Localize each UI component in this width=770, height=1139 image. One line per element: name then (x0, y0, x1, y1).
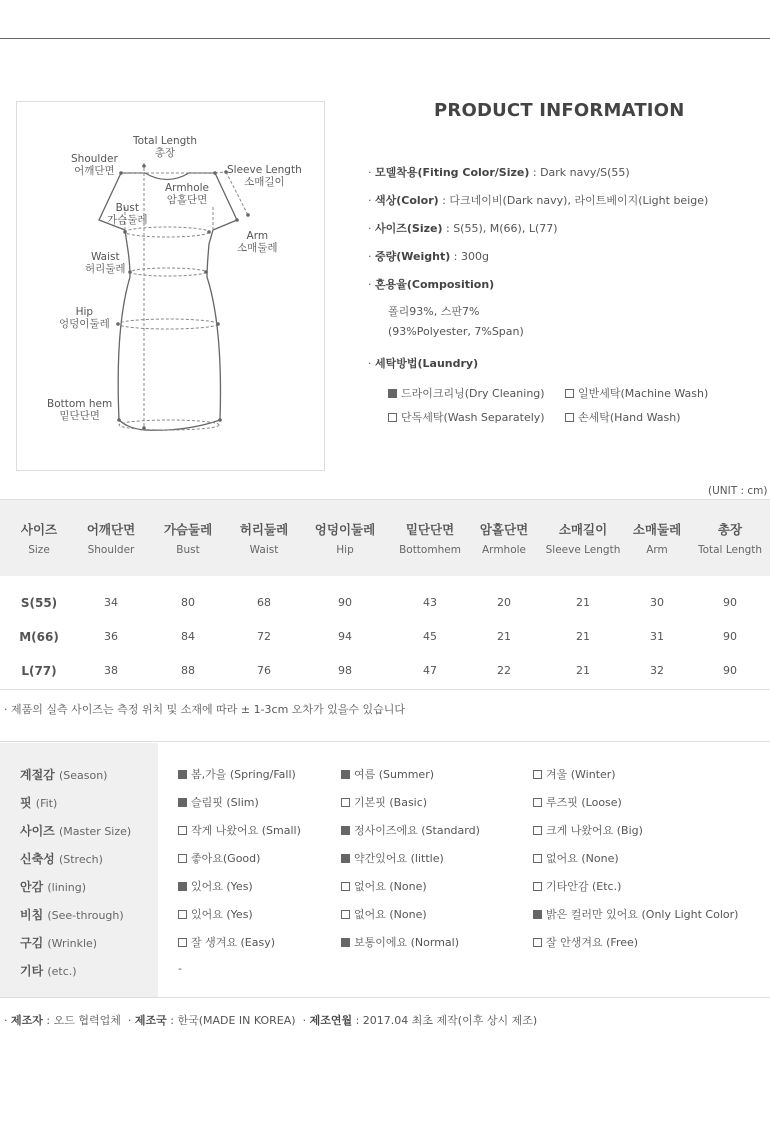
table-cell: 90 (723, 630, 737, 643)
attribute-option (341, 822, 480, 838)
attribute-option (533, 934, 638, 950)
laundry-row: · 세탁방법(Laundry) (368, 357, 479, 370)
attribute-option (533, 850, 619, 866)
attribute-option (178, 850, 260, 866)
attribute-option-label: - (178, 962, 182, 975)
attribute-row (0, 766, 770, 794)
laundry-machine: 일반세탁(Machine Wash) (565, 385, 708, 401)
checkbox-unchecked (533, 798, 542, 807)
table-cell: 84 (181, 630, 195, 643)
table-cell: 43 (423, 596, 437, 609)
col-total-length: 총장 Total Length (690, 500, 770, 576)
attribute-label-ko: 핏 (20, 796, 32, 810)
attribute-row (0, 878, 770, 906)
attribute-label (20, 822, 131, 839)
col-armhole: 암홀단면 Armhole (466, 500, 542, 576)
table-cell: 88 (181, 664, 195, 677)
checkbox-checked (178, 770, 187, 779)
label-bust: Bust 가슴둘레 (107, 202, 148, 226)
table-cell: 31 (650, 630, 664, 643)
attribute-option (533, 766, 616, 782)
attribute-label-en: (See-through) (47, 909, 124, 922)
table-cell: 76 (257, 664, 271, 677)
attribute-option-label: 정사이즈에요 (Standard) (354, 824, 480, 837)
table-cell: 45 (423, 630, 437, 643)
size-table (0, 499, 770, 688)
attribute-option (341, 794, 427, 810)
cell-size: S(55) (20, 595, 58, 610)
laundry-separate: 단독세탁(Wash Separately) (388, 409, 545, 425)
attribute-label (20, 794, 57, 811)
attribute-option-label: 없어요 (None) (546, 852, 619, 865)
attribute-option-label: 좋아요(Good) (191, 852, 261, 865)
manufacturer-info: · 제조자 : 오드 협력업체 · 제조국 : 한국(MADE IN KOREA) · 제조연월 : 2017.04 최초 제작(이후 상시 제조) (4, 1014, 538, 1027)
attribute-label-ko: 구김 (20, 936, 44, 950)
attribute-label-en: (Strech) (58, 853, 103, 866)
attribute-option-label: 보통이에요 (Normal) (354, 936, 460, 949)
attribute-option-label: 없어요 (None) (354, 908, 427, 921)
composition-line1: 폴리93%, 스판7% (388, 305, 480, 318)
label-sleeve-length: Sleeve Length 소매길이 (227, 164, 302, 188)
measurement-diagram (16, 101, 325, 471)
color-row: · 색상(Color) : 다크네이비(Dark navy), 라이트베이지(Light beige) (368, 194, 709, 207)
attribute-option (341, 878, 427, 894)
attribute-label-ko: 기타 (20, 964, 44, 978)
col-shoulder: 어깨단면 Shoulder (78, 500, 144, 576)
table-cell: 21 (497, 630, 511, 643)
attribute-row (0, 794, 770, 822)
table-cell: 22 (497, 664, 511, 677)
attribute-label-en: (Master Size) (58, 825, 132, 838)
attribute-option-label: 기타안감 (Etc.) (546, 880, 622, 893)
top-divider (0, 38, 770, 39)
unit-label: (UNIT : cm) (708, 485, 768, 497)
attribute-label-ko: 사이즈 (20, 824, 55, 838)
attribute-option-label: 있어요 (Yes) (191, 908, 253, 921)
size-table-header (0, 500, 770, 576)
attribute-option-label: 없어요 (None) (354, 880, 427, 893)
composition-row: · 혼용율(Composition) (368, 278, 495, 291)
label-waist: Waist 허리둘레 (85, 251, 126, 275)
attribute-option-label: 있어요 (Yes) (191, 880, 253, 893)
attribute-option-label: 약간있어요 (little) (354, 852, 444, 865)
product-info-title: PRODUCT INFORMATION (434, 100, 685, 121)
attribute-row (0, 962, 770, 990)
checkbox-unchecked (341, 882, 350, 891)
attribute-label-ko: 안감 (20, 880, 44, 894)
table-cell: 80 (181, 596, 195, 609)
attribute-option-label: 슬림핏 (Slim) (191, 796, 259, 809)
checkbox-checked (178, 798, 187, 807)
checkbox-unchecked (533, 826, 542, 835)
label-shoulder: Shoulder 어깨단면 (71, 153, 118, 177)
checkbox-unchecked (565, 413, 574, 422)
label-hip: Hip 엉덩이둘레 (59, 306, 110, 330)
checkbox-checked (341, 770, 350, 779)
attribute-option-label: 잘 생겨요 (Easy) (191, 936, 276, 949)
attribute-label (20, 962, 77, 979)
attribute-option (178, 794, 259, 810)
measurement-note: · 제품의 실측 사이즈는 측정 위치 및 소재에 따라 ± 1-3cm 오차가 있을수 있습니다 (4, 703, 406, 716)
attribute-option (533, 906, 738, 922)
attribute-label-en: (Wrinkle) (47, 937, 98, 950)
table-cell: 90 (338, 596, 352, 609)
attribute-option (178, 906, 253, 922)
table-cell: 98 (338, 664, 352, 677)
col-arm: 소매둘레 Arm (624, 500, 690, 576)
attribute-option (178, 822, 301, 838)
col-sleeve-length: 소매길이 Sleeve Length (542, 500, 624, 576)
table-row (0, 576, 770, 620)
checkbox-unchecked (341, 798, 350, 807)
table-cell: 68 (257, 596, 271, 609)
attribute-row (0, 822, 770, 850)
note-divider (0, 741, 770, 742)
col-size: 사이즈 Size (0, 500, 78, 576)
table-divider (0, 689, 770, 690)
attribute-option-label: 루즈핏 (Loose) (546, 796, 622, 809)
attribute-label (20, 850, 103, 867)
label-bottom-hem: Bottom hem 밑단단면 (47, 398, 113, 422)
attribute-divider (0, 997, 770, 998)
table-cell: 32 (650, 664, 664, 677)
attribute-label (20, 934, 97, 951)
table-cell: 21 (576, 596, 590, 609)
checkbox-unchecked (388, 413, 397, 422)
checkbox-unchecked (178, 910, 187, 919)
checkbox-unchecked (533, 882, 542, 891)
label-arm: Arm 소매둘레 (237, 230, 278, 254)
attribute-option (533, 878, 621, 894)
attribute-option-label: 밝은 컬러만 있어요 (Only Light Color) (546, 908, 739, 921)
checkbox-unchecked (533, 770, 542, 779)
checkbox-unchecked (178, 826, 187, 835)
attribute-label-en: (lining) (47, 881, 87, 894)
attribute-option-label: 겨울 (Winter) (546, 768, 616, 781)
attribute-option (533, 794, 622, 810)
table-cell: 47 (423, 664, 437, 677)
checkbox-unchecked (533, 854, 542, 863)
attribute-option-label: 여름 (Summer) (354, 768, 435, 781)
attribute-label-en: (Season) (58, 769, 108, 782)
checkbox-checked (341, 938, 350, 947)
attribute-option (341, 850, 444, 866)
attribute-label-en: (Fit) (35, 797, 58, 810)
checkbox-unchecked (565, 389, 574, 398)
laundry-dry: 드라이크리닝(Dry Cleaning) (388, 385, 545, 401)
table-cell: 20 (497, 596, 511, 609)
attribute-option-label: 잘 안생겨요 (Free) (546, 936, 639, 949)
table-cell: 90 (723, 596, 737, 609)
table-cell: 21 (576, 630, 590, 643)
cell-size: L(77) (21, 663, 57, 678)
attribute-option-label: 크게 나왔어요 (Big) (546, 824, 643, 837)
checkbox-unchecked (178, 938, 187, 947)
table-row (0, 654, 770, 688)
table-cell: 94 (338, 630, 352, 643)
composition-line2: (93%Polyester, 7%Span) (388, 325, 524, 338)
checkbox-checked (341, 826, 350, 835)
attribute-option (178, 962, 182, 975)
attribute-label-ko: 계절감 (20, 768, 55, 782)
attribute-option (341, 934, 459, 950)
attribute-option-label: 작게 나왔어요 (Small) (191, 824, 301, 837)
label-total-length: Total Length 총장 (133, 135, 198, 159)
cell-size: M(66) (19, 629, 59, 644)
attribute-option-label: 기본핏 (Basic) (354, 796, 428, 809)
col-bust: 가슴둘레 Bust (144, 500, 232, 576)
attribute-label-en: (etc.) (47, 965, 77, 978)
checkbox-checked (533, 910, 542, 919)
laundry-hand: 손세탁(Hand Wash) (565, 409, 681, 425)
attribute-option (533, 822, 643, 838)
size-row: · 사이즈(Size) : S(55), M(66), L(77) (368, 222, 558, 235)
attribute-option (178, 934, 275, 950)
attribute-option-label: 봄,가을 (Spring/Fall) (191, 768, 296, 781)
checkbox-checked (388, 389, 397, 398)
col-bottomhem: 밑단단면 Bottomhem (394, 500, 466, 576)
table-cell: 36 (104, 630, 118, 643)
table-row (0, 620, 770, 654)
attribute-row (0, 906, 770, 934)
checkbox-unchecked (533, 938, 542, 947)
attribute-option (341, 906, 427, 922)
fitting-row: · 모델착용(Fiting Color/Size) : Dark navy/S(55) (368, 166, 630, 179)
table-cell: 38 (104, 664, 118, 677)
table-cell: 21 (576, 664, 590, 677)
checkbox-unchecked (178, 854, 187, 863)
col-hip: 엉덩이둘레 Hip (296, 500, 394, 576)
table-cell: 72 (257, 630, 271, 643)
attribute-label (20, 766, 107, 783)
attribute-label-ko: 신축성 (20, 852, 55, 866)
attribute-row (0, 934, 770, 962)
label-armhole: Armhole 암홀단면 (165, 182, 209, 206)
attribute-option (178, 878, 253, 894)
attribute-option (341, 766, 434, 782)
attribute-label-ko: 비침 (20, 908, 44, 922)
attribute-row (0, 850, 770, 878)
attribute-label (20, 906, 124, 923)
table-cell: 90 (723, 664, 737, 677)
checkbox-checked (341, 854, 350, 863)
weight-row: · 중량(Weight) : 300g (368, 250, 489, 263)
col-waist: 허리둘레 Waist (232, 500, 296, 576)
table-cell: 34 (104, 596, 118, 609)
checkbox-checked (178, 882, 187, 891)
checkbox-unchecked (341, 910, 350, 919)
attribute-label (20, 878, 86, 895)
table-cell: 30 (650, 596, 664, 609)
attribute-option (178, 766, 296, 782)
